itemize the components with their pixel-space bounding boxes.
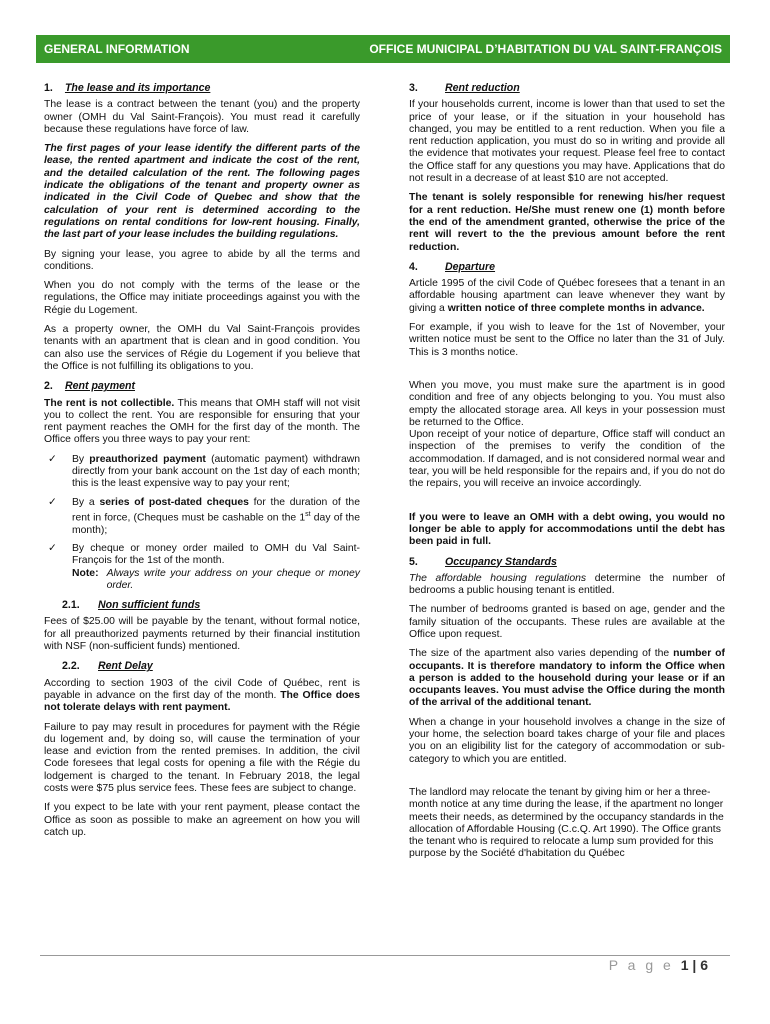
- s3-paragraph-bold: The tenant is solely responsible for renewing his/her request for a rent reduction. He/She must renew one (1) month before the end of the amendment granted, otherwise the price of the rent will revert to the the previous amount before the rent reduction.: [409, 192, 725, 253]
- header-left-title: GENERAL INFORMATION: [44, 42, 190, 56]
- s22-paragraph: If you expect to be late with your rent payment, please contact the Office as soon as possible to make an agreement on how you will catch up.: [44, 802, 360, 838]
- s1-paragraph: By signing your lease, you agree to abide by all the terms and conditions.: [44, 248, 360, 272]
- page-header: [36, 35, 730, 63]
- section-5-heading: 5. Occupancy Standards: [409, 555, 557, 568]
- s4-paragraph: Article 1995 of the civil Code of Québec foresees that a tenant in an affordable housing apartment can leave whenever they want by giving a written notice of three complete months in advance.: [409, 278, 725, 314]
- s21-paragraph: Fees of $25.00 will be payable by the tenant, without formal notice, for all preauthorized payments returned by their financial institution with NSF (non-sufficient funds) mentioned.: [44, 616, 360, 653]
- page-number: P a g e 1 | 6: [608, 957, 708, 973]
- s2-lead: The rent is not collectible. This means that OMH staff will not visit you to collect the rent. You are responsible for ensuring that your rent payment reaches the OMH for the first day of the month. The Office offers you three ways to pay your rent:: [44, 397, 360, 446]
- checkmark-icon: ✓: [48, 496, 57, 508]
- footer-divider: [40, 955, 730, 956]
- right-column: [409, 76, 725, 868]
- s1-paragraph: As a property owner, the OMH du Val Saint-François provides tenants with an apartment that is clean and in good condition. You can also use the services of Régie du Logement if you believe that the Office is not fulfilling its obligations to you.: [44, 324, 360, 372]
- s4-paragraph: Upon receipt of your notice of departure, Office staff will conduct an inspection of the premises to verify the condition of the accommodation. If damaged, and is not considered normal wear and tear, you will be held responsible for the repairs and, if you do not do the repairs, you will receive an invoice accordingly.: [409, 429, 725, 490]
- left-column: [44, 76, 360, 846]
- s4-paragraph-bold: If you were to leave an OMH with a debt owing, you would no longer be able to apply for accommodations until the debt has been paid in full.: [409, 511, 725, 548]
- s5-paragraph: The affordable housing regulations determine the number of bedrooms a public housing tenant is entitled.: [409, 572, 725, 597]
- checkmark-icon: ✓: [48, 453, 57, 465]
- list-item: ✓ By preauthorized payment (automatic payment) withdrawn directly from your bank account on the 1st day of each month; this is the least expensive way to pay your rent;: [48, 453, 361, 490]
- section-2-heading: 2. Rent payment: [44, 380, 136, 393]
- section-2-2-heading: 2.2. Rent Delay: [62, 660, 153, 673]
- s22-paragraph: Failure to pay may result in procedures for payment with the Régie du logement and, by doing so, will cause the termination of your lease and eviction from the rented premises. In addition, the civil Code foresees that legal costs for opening a file with the Régie du lodgement is charged to the tenant. In February 2018, the legal costs were $75 plus service fees. These fees are subject to change.: [44, 721, 360, 795]
- checkmark-icon: ✓: [48, 542, 57, 554]
- s5-paragraph: The size of the apartment also varies depending of the number of occupants. It is therefore mandatory to inform the Office when a person is added to the household during your lease or if an occupants leaves. You must advise the Office during the month of the arrival of the additional tenant.: [409, 648, 725, 709]
- payment-methods-list: [44, 454, 360, 592]
- s5-paragraph: The number of bedrooms granted is based on age, gender and the family situation of the occupants. These rules are available at the Office upon request.: [409, 604, 725, 640]
- s1-paragraph: The lease is a contract between the tenant (you) and the property owner (OMH du Val Saint-François). You must read it carefully because these regulations have force of law.: [44, 99, 360, 135]
- s1-paragraph: When you do not comply with the terms of the lease or the regulations, the Office may initiate proceedings against you with the Régie du Logement.: [44, 280, 360, 316]
- section-2-1-heading: 2.1. Non sufficient funds: [62, 599, 201, 612]
- header-right-title: OFFICE MUNICIPAL D’HABITATION DU VAL SAINT-FRANÇOIS: [369, 42, 722, 56]
- list-item: ✓ By cheque or money order mailed to OMH du Val Saint-François for the 1st of the month. Note: Always write your address on your cheque or money order.: [48, 542, 360, 591]
- section-4-heading: 4. Departure: [409, 260, 496, 273]
- section-3-heading: 3. Rent reduction: [409, 82, 520, 94]
- s1-paragraph-emphasis: The first pages of your lease identify the different parts of the lease, the rented apartment and indicate the cost of the rent, and the detailed calculation of the rent. The following pages indicate the obligations of the tenant and property owner as indicated in the Civil Code of Quebec and show that the calculation of your rent is determined according to the regulations on rental conditions for low-rent housing. Finally, the last part of your lease includes the building regulations.: [44, 143, 360, 241]
- section-1-heading: 1. The lease and its importance: [44, 82, 211, 94]
- s5-paragraph: The landlord may relocate the tenant by giving him or her a three-month notice at any time during the lease, if the apartment no longer meets their needs, as determined by the occupancy standards in the allocation of Affordable Housing (C.c.Q. Art 1990). The Office grants the tenant who is required to relocate a lump sum provided for this purpose by the Société d'habitation du Québec: [409, 786, 724, 860]
- list-item: ✓ By a series of post-dated cheques for the duration of the rent in force, (Cheques must be cashable on the 1st day of the month);: [48, 496, 360, 536]
- s5-paragraph: When a change in your household involves a change in the size of your home, the selection board takes charge of your file and places you on an eligibility list for the category of accommodation or sub-category to which you are entitled.: [409, 716, 725, 765]
- s3-paragraph: If your households current, income is lower than that used to set the price of your lease, or if the situation in your household has changed, you may be entitled to a rent reduction. When you file a rent reduction application, you must do so in writing and provide all the evidence that motivates your request. Please feel free to contact the Office staff for any questions you may have. Applications that do not result in a decrease of at least $10 are not accepted.: [409, 99, 725, 185]
- s4-paragraph: When you move, you must make sure the apartment is in good condition and free of any objects belonging to you. You must also empty the allocated storage area. All keys in your possession must be returned to the Office.: [409, 379, 725, 428]
- s4-paragraph: For example, if you wish to leave for the 1st of November, your written notice must be sent to the Office no later than the 31 of July. This is 3 months notice.: [409, 322, 725, 358]
- s22-paragraph: According to section 1903 of the civil Code of Québec, rent is payable in advance on the first day of the month. The Office does not tolerate delays with rent payment.: [44, 677, 360, 714]
